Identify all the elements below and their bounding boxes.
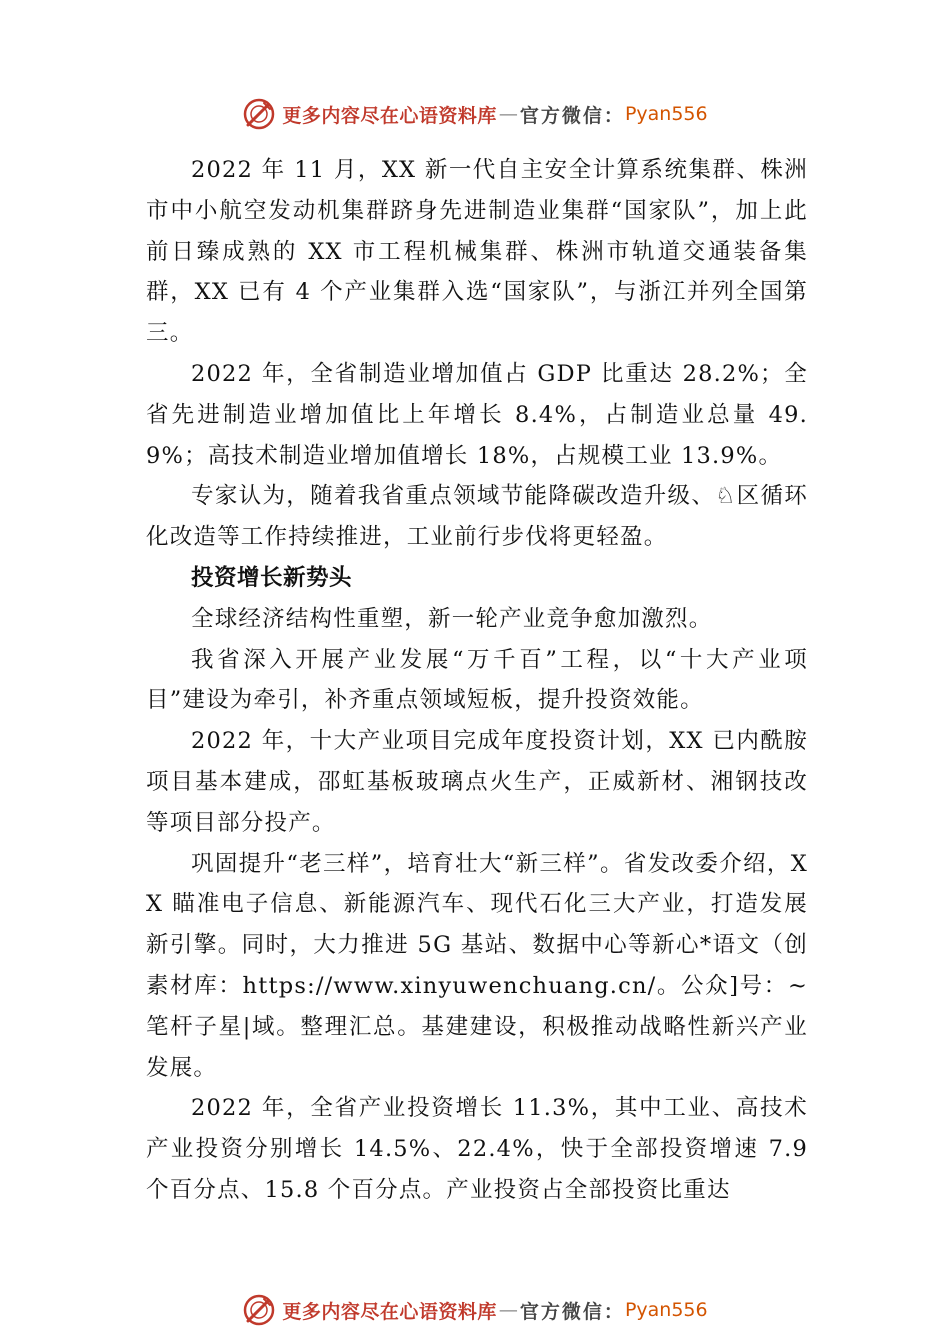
paragraph-7: 巩固提升“老三样”，培育壮大“新三样”。省发改委介绍，XX 瞄准电子信息、新能源汽车、现代石化三大产业，打造发展新引擎。同时，大力推进 5G 基站、数据中心等新心*语文（创素材库：https://www.xinyuwenchuang.cn/。公众]号：~笔杆子星|域。整理汇总。基建建设，积极推动战略性新兴产业发展。 bbox=[146, 850, 808, 1081]
wechat-label: 官方微信： bbox=[519, 104, 625, 127]
paragraph-2: 2022 年，全省制造业增加值占 GDP 比重达 28.2%；全省先进制造业增加值比上年增长 8.4%，占制造业总量 49.9%；高技术制造业增加值增长 18%，占规模工业 13.9%。 bbox=[146, 360, 808, 469]
wechat-label: 官方微信： bbox=[519, 1300, 625, 1323]
brand-text: 更多内容尽在心语资料库 bbox=[282, 1300, 497, 1323]
footer-banner bbox=[0, 1290, 950, 1330]
banner-separator: — bbox=[498, 1299, 518, 1321]
paragraph-6: 2022 年，十大产业项目完成年度投资计划，XX 已内酰胺项目基本建成，邵虹基板玻璃点火生产，正威新材、湘钢技改等项目部分投产。 bbox=[146, 728, 808, 836]
wechat-id: Pyan556 bbox=[624, 103, 708, 125]
brand-text: 更多内容尽在心语资料库 bbox=[282, 104, 497, 127]
paragraph-3: 专家认为，随着我省重点领域节能降碳改造升级、♘区循环化改造等工作持续推进，工业前行步伐将更轻盈。 bbox=[146, 483, 808, 551]
brand-logo-icon bbox=[242, 1293, 276, 1327]
brand-logo-icon bbox=[242, 97, 276, 131]
banner-separator: — bbox=[498, 103, 518, 125]
header-banner bbox=[0, 94, 950, 134]
document-body bbox=[146, 150, 808, 1211]
paragraph-5: 我省深入开展产业发展“万千百”工程，以“十大产业项目”建设为牵引，补齐重点领域短板，提升投资效能。 bbox=[146, 646, 808, 714]
paragraph-4: 全球经济结构性重塑，新一轮产业竞争愈加激烈。 bbox=[191, 605, 713, 632]
section-heading: 投资增长新势头 bbox=[191, 564, 353, 591]
wechat-id: Pyan556 bbox=[624, 1299, 708, 1321]
paragraph-1: 2022 年 11 月，XX 新一代自主安全计算系统集群、株洲市中小航空发动机集群跻身先进制造业集群“国家队”，加上此前日臻成熟的 XX 市工程机械集群、株洲市轨道交通装备集群，XX 已有 4 个产业集群入选“国家队”，与浙江并列全国第三。 bbox=[146, 157, 808, 347]
paragraph-8: 2022 年，全省产业投资增长 11.3%，其中工业、高技术产业投资分别增长 14.5%、22.4%，快于全部投资增速 7.9 个百分点、15.8 个百分点。产业投资占全部投资比重达 bbox=[146, 1095, 808, 1203]
